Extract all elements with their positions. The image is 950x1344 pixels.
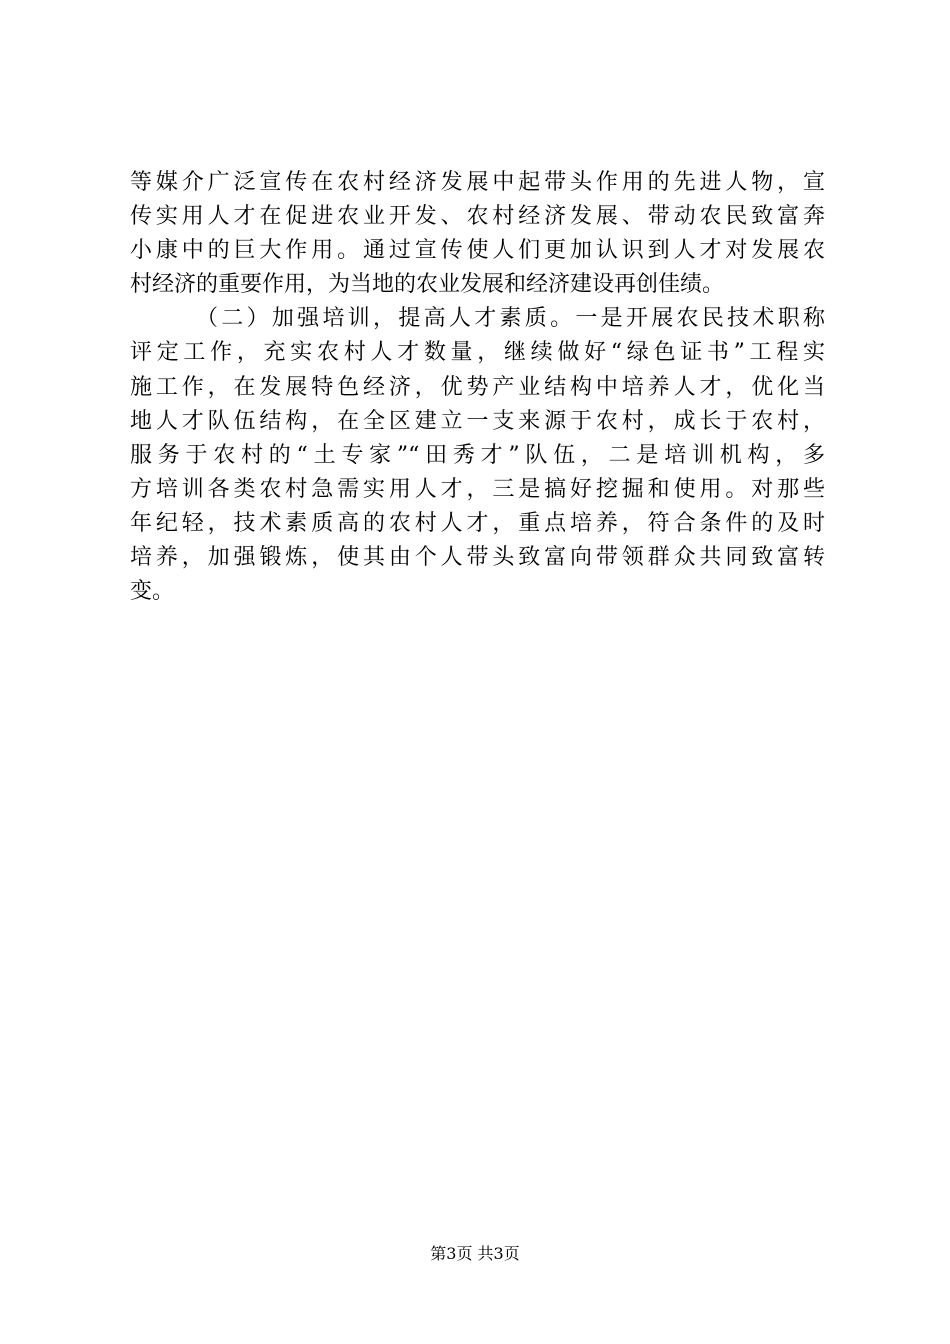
body-text [130,166,825,609]
paragraph-2 [130,302,825,609]
text-line: 服务于农村的“土专家”“田秀才”队伍，二是培训机构，多 [130,442,825,468]
text-line: 施工作，在发展特色经济，优势产业结构中培养人才，优化当 [130,374,825,400]
paragraph-1 [130,166,825,302]
text-line: 村经济的重要作用，为当地的农业发展和经济建设再创佳绩。 [130,272,725,298]
text-line: 评定工作，充实农村人才数量，继续做好“绿色证书”工程实 [130,340,825,366]
text-line: 培养，加强锻炼，使其由个人带头致富向带领群众共同致富转 [130,545,825,571]
page-footer [0,1240,950,1268]
text-line: （二）加强培训，提高人才素质。一是开展农民技术职称 [196,306,825,332]
text-line: 方培训各类农村急需实用人才，三是搞好挖掘和使用。对那些 [130,476,825,502]
page-number-label: 第3页 共3页 [430,1244,520,1263]
text-line: 年纪轻，技术素质高的农村人才，重点培养，符合条件的及时 [130,510,825,536]
text-line: 传实用人才在促进农业开发、农村经济发展、带动农民致富奔 [130,204,825,230]
text-line: 变。 [130,579,175,605]
text-line: 等媒介广泛宣传在农村经济发展中起带头作用的先进人物，宣 [130,170,825,195]
text-line: 小康中的巨大作用。通过宣传使人们更加认识到人才对发展农 [130,238,825,264]
text-line: 地人才队伍结构，在全区建立一支来源于农村，成长于农村， [130,408,825,434]
